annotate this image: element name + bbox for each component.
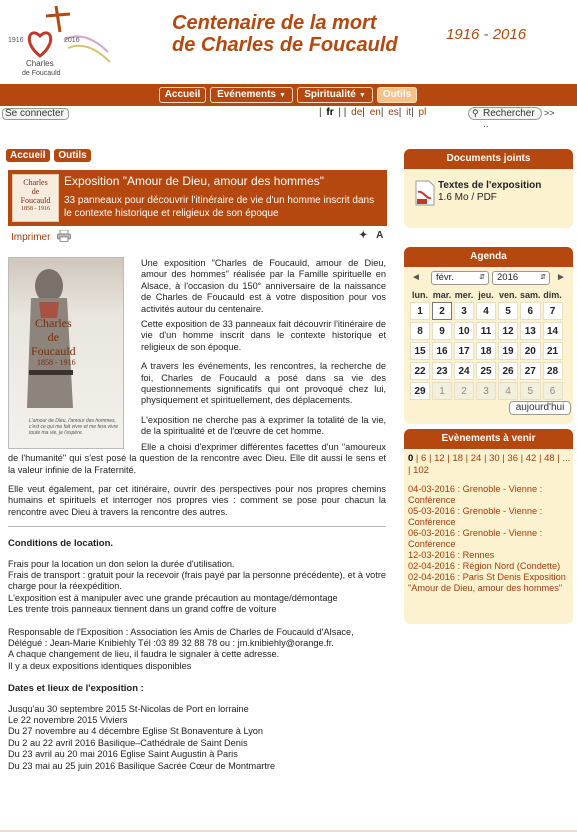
calendar-day[interactable]: 20: [520, 342, 541, 360]
calendar-day[interactable]: 17: [454, 342, 474, 360]
portrait-title-line2: de: [47, 330, 59, 344]
pdf-file-icon[interactable]: [415, 180, 435, 206]
article-paragraph: Cette exposition de 33 panneaux fait découvrir l'itinéraire de vie d'un homme inscrit dans le contexte historique et religieux de son époque.: [141, 319, 386, 352]
page-subtitle: 33 panneaux pour découvrir l'itinéraire de vie d'un homme inscrit dans le contexte historique et religieux de son époque: [64, 195, 375, 219]
calendar-day[interactable]: 2: [432, 302, 452, 320]
weekday-header: sam.: [520, 290, 541, 300]
logo-name-line1: Charles: [26, 59, 54, 68]
calendar-day[interactable]: 11: [476, 322, 496, 340]
lang-pl[interactable]: pl: [418, 107, 427, 118]
calendar-day[interactable]: 29: [410, 382, 430, 400]
site-logo[interactable]: [4, 2, 116, 80]
events-page-link[interactable]: 12: [434, 453, 445, 464]
events-page-link[interactable]: 48: [544, 453, 555, 464]
calendar-day[interactable]: 12: [498, 322, 518, 340]
agenda-widget: [404, 247, 573, 424]
event-item[interactable]: 05-03-2016 : Grenoble - Vienne : Conférence: [408, 506, 543, 527]
calendar-day[interactable]: 2: [454, 382, 474, 400]
article-paragraph: Elle veut également, par cet itinéraire, ouvrir des perspectives pour nos propres chemins humains et spirituels et interroger nos propres vies : comment se pose pour chacun la rencontre avec Dieu à travers la rencontre des autres.: [8, 483, 386, 517]
chevron-down-icon: ▼: [278, 92, 286, 99]
nav-accueil-label: Accueil: [164, 89, 201, 100]
month-select[interactable]: [431, 271, 489, 285]
logo-name-line2: de Foucauld: [22, 70, 61, 77]
date-line: Du 2 au 22 avril 2016 Basilique–Cathédrale de Saint Denis: [8, 737, 248, 748]
logo-year-right: 2016: [64, 37, 80, 44]
calendar-grid: [408, 288, 565, 402]
thumb-line3: Foucauld: [20, 196, 51, 205]
article-body: [8, 258, 386, 772]
weekday-header: lun.: [412, 290, 428, 300]
site-years: 1916 - 2016: [446, 26, 527, 43]
article-thumbnail: [12, 174, 59, 222]
nav-spiritualite-label: Spiritualité: [304, 89, 356, 100]
dates-heading: Dates et lieux de l'exposition :: [8, 683, 144, 695]
today-button[interactable]: aujourd'hui: [509, 401, 571, 415]
portrait-title-line3: Foucauld: [31, 344, 76, 358]
calendar-day[interactable]: 13: [520, 322, 541, 340]
date-line: Le 22 novembre 2015 Viviers: [8, 715, 128, 725]
search-icon: ⚲: [472, 108, 479, 118]
calendar-day[interactable]: 23: [432, 362, 452, 380]
article-paragraph: Une exposition "Charles de Foucauld, amour de Dieu, amour des hommes" réalisée par la Famille spirituelle en Alsace, à l'occasion du 150° anniversaire de la naissance de Charles de Foucauld est à votre disposition pour vos activités autour du centenaire.: [141, 258, 386, 314]
breadcrumb-outils[interactable]: Outils: [54, 149, 90, 162]
site-title: [172, 12, 398, 56]
calendar-day[interactable]: 6: [520, 302, 541, 320]
calendar-day[interactable]: 4: [476, 302, 496, 320]
calendar-day[interactable]: 5: [520, 382, 541, 400]
events-page-link[interactable]: 102: [413, 465, 429, 476]
page-title: Exposition "Amour de Dieu, amour des hommes": [64, 174, 324, 188]
lang-it[interactable]: it: [406, 107, 412, 118]
condition-line: Les trente trois panneaux tiennent dans un grand coffre de voiture: [8, 604, 277, 615]
calendar-week: [410, 322, 563, 340]
calendar-day[interactable]: 7: [543, 302, 563, 320]
conditions-heading: Conditions de location.: [8, 538, 114, 550]
document-size: 1.6 Mo / PDF: [438, 192, 497, 203]
calendar-day[interactable]: 28: [543, 362, 563, 380]
search-submit-button[interactable]: >>: [544, 108, 555, 118]
event-item[interactable]: 12-03-2016 : Rennes: [408, 550, 495, 560]
logo-year-left: 1916: [8, 37, 24, 44]
calendar-day[interactable]: 4: [498, 382, 518, 400]
calendar-day[interactable]: 16: [432, 342, 452, 360]
weekday-header: dim.: [543, 290, 562, 300]
date-line: Du 27 novembre au 4 décembre Eglise St Bonaventure à Lyon: [8, 726, 264, 737]
calendar-week: [410, 382, 563, 400]
condition-line: L'exposition est à manipuler avec une grande précaution au montage/démontage: [8, 592, 338, 603]
events-pagination: 0 | 6 | 12 | 18 | 24 | 30 | 36 | 42 | 48 | ... | 102: [408, 453, 571, 476]
calendar-day[interactable]: 15: [410, 342, 430, 360]
calendar-day[interactable]: 18: [476, 342, 496, 360]
search-placeholder: Rechercher ..: [483, 108, 535, 130]
contact-line: [8, 638, 386, 649]
documents-widget: [404, 149, 573, 228]
thumb-line1: Charles: [23, 178, 48, 187]
calendar-day[interactable]: 6: [543, 382, 563, 400]
article-paragraph: A travers les événements, les rencontres, la recherche de foi, Charles de Foucauld a posé dans sa vie des questionnements significatifs qui ont provoqué chez lui, physiquement et spirituellement, des déplacements.: [141, 361, 386, 406]
site-title-line2: de Charles de Foucauld: [172, 34, 398, 56]
portrait-title-line1: Charles: [35, 316, 72, 330]
font-increase-icon[interactable]: A: [376, 230, 384, 241]
calendar-day[interactable]: 22: [410, 362, 430, 380]
article-paragraph: L'exposition ne cherche pas à exprimer la totalité de la vie, de la spiritualité et de l'œuvre de cet homme.: [141, 414, 386, 437]
date-line: Du 23 avril au 20 mai 2016 Eglise Saint Augustin à Paris: [8, 749, 238, 760]
lang-en[interactable]: en: [369, 107, 381, 118]
calendar-day[interactable]: 3: [476, 382, 496, 400]
calendar-day[interactable]: 14: [543, 322, 563, 340]
events-page-link[interactable]: 30: [489, 453, 500, 464]
calendar-day[interactable]: 1: [432, 382, 452, 400]
next-month-icon[interactable]: ►: [556, 272, 566, 283]
weekday-header: ven.: [498, 290, 517, 300]
contact-line: Responsable de l'Exposition : Association les Amis de Charles de Foucauld d'Alsace,: [8, 626, 354, 637]
calendar-day[interactable]: 19: [498, 342, 518, 360]
calendar-day[interactable]: 5: [498, 302, 518, 320]
nav-accueil[interactable]: [159, 87, 206, 103]
month-value: févr.: [436, 272, 454, 283]
nav-outils-label: Outils: [382, 89, 412, 100]
breadcrumb-accueil[interactable]: Accueil: [6, 149, 50, 162]
events-page-link[interactable]: 6: [421, 453, 427, 464]
event-item[interactable]: 02-04-2016 : Paris St Denis Exposition "Amour de Dieu, amour des hommes": [408, 572, 566, 593]
events-heading: Evènements à venir: [404, 429, 573, 449]
calendar-day[interactable]: 26: [498, 362, 518, 380]
calendar-week: [410, 362, 563, 380]
thumb-years: 1858 - 1916: [21, 206, 50, 212]
nav-spiritualite[interactable]: [297, 87, 373, 103]
events-list: [408, 484, 572, 594]
lang-fr[interactable]: fr: [326, 107, 334, 118]
nav-evenements-label: Evénements: [217, 89, 276, 100]
chevron-updown-icon: ⇵: [479, 274, 485, 281]
portrait-quote: L'amour de Dieu, l'amour des hommes, c'est ce qui me fait vivre et me fera vivre toute ma vie, je l'espère.: [29, 418, 119, 436]
login-button[interactable]: Se connecter: [2, 108, 69, 120]
calendar-day[interactable]: 25: [476, 362, 496, 380]
font-decrease-icon[interactable]: ✦: [359, 230, 368, 241]
previous-month-icon[interactable]: ◄: [411, 272, 421, 283]
chevron-updown-icon: ⇵: [540, 274, 546, 281]
calendar-day[interactable]: 8: [410, 322, 430, 340]
document-link[interactable]: Textes de l'exposition: [438, 180, 542, 191]
calendar-day[interactable]: 1: [410, 302, 430, 320]
calendar-week: [410, 342, 563, 360]
lang-es[interactable]: es: [388, 107, 399, 118]
year-select[interactable]: [492, 271, 550, 285]
section-divider: [8, 526, 386, 527]
page-bottom-border: [0, 830, 577, 832]
events-page-link[interactable]: 36: [507, 453, 518, 464]
site-header: [0, 0, 577, 82]
calendar-day[interactable]: 21: [543, 342, 563, 360]
breadcrumb: [6, 149, 93, 162]
article-header: [8, 170, 387, 226]
events-page-link[interactable]: 18: [452, 453, 463, 464]
upcoming-events-widget: [404, 429, 573, 624]
printer-icon[interactable]: [57, 230, 71, 242]
article-paragraph: Elle a choisi d'exprimer différentes facettes d'un "amoureux de l'humanité" qui s'est posé la question de la rencontre avec Dieu. Elle dit aussi le sens et la valeur infinie de la Fraternité.: [8, 441, 386, 475]
events-page-link[interactable]: 24: [470, 453, 482, 464]
lang-de[interactable]: de: [351, 107, 363, 118]
condition-line: Frais de transport : gratuit pour la recevoir (frais payé par la personne précédente), et à votre charge pour la réexpédition.: [8, 569, 386, 592]
thumb-line2: de: [31, 187, 40, 196]
calendar-week: [410, 302, 563, 320]
documents-heading: Documents joints: [404, 149, 573, 169]
chevron-down-icon: ▼: [358, 92, 366, 99]
contact-email-line: Délégué : Jean-Marie Knibiehly Tél :03 89 32 88 78 ou : jm.knibiehly@orange.fr.: [8, 637, 334, 648]
contact-line: A chaque changement de lieu, il faudra le signaler à cette adresse.: [8, 649, 280, 660]
condition-line: Frais pour la location un don selon la durée d'utilisation.: [8, 558, 235, 569]
language-selector: | fr | | de| en| es| it| pl: [319, 107, 427, 118]
calendar-day[interactable]: 24: [454, 362, 474, 380]
events-page-link[interactable]: ...: [562, 453, 571, 464]
search-input[interactable]: [468, 107, 542, 130]
nav-outils[interactable]: [377, 87, 417, 103]
agenda-heading: Agenda: [404, 247, 573, 267]
calendar-day[interactable]: 3: [454, 302, 474, 320]
contact-line: Il y a deux expositions identiques disponibles: [8, 660, 192, 671]
site-title-line1: Centenaire de la mort: [172, 12, 377, 34]
events-page-link[interactable]: 42: [525, 453, 537, 464]
weekday-header: mer.: [454, 290, 474, 300]
date-line: Jusqu'au 30 septembre 2015 St-Nicolas de Port en lorraine: [8, 703, 249, 714]
year-value: 2016: [497, 272, 519, 283]
main-navigation: [0, 84, 577, 106]
nav-evenements[interactable]: [210, 87, 293, 103]
event-item[interactable]: 04-03-2016 : Grenoble - Vienne : Conférence: [408, 484, 543, 505]
calendar-day[interactable]: 9: [432, 322, 452, 340]
event-item[interactable]: 06-03-2016 : Grenoble - Vienne : Conférence: [408, 528, 543, 549]
weekday-header: jeu.: [478, 290, 494, 300]
calendar-day[interactable]: 10: [454, 322, 474, 340]
date-line: Du 23 mai au 25 juin 2016 Basilique Sacrée Cœur de Montmartre: [8, 760, 276, 771]
print-link[interactable]: Imprimer: [11, 232, 51, 243]
portrait-years: 1858 - 1916: [37, 358, 76, 367]
calendar-day[interactable]: 27: [520, 362, 541, 380]
events-page-current[interactable]: 0: [408, 453, 414, 464]
font-size-tools: [353, 230, 383, 241]
weekday-header: mar.: [432, 290, 452, 300]
event-item[interactable]: 02-04-2016 : Région Nord (Condette): [408, 561, 561, 571]
